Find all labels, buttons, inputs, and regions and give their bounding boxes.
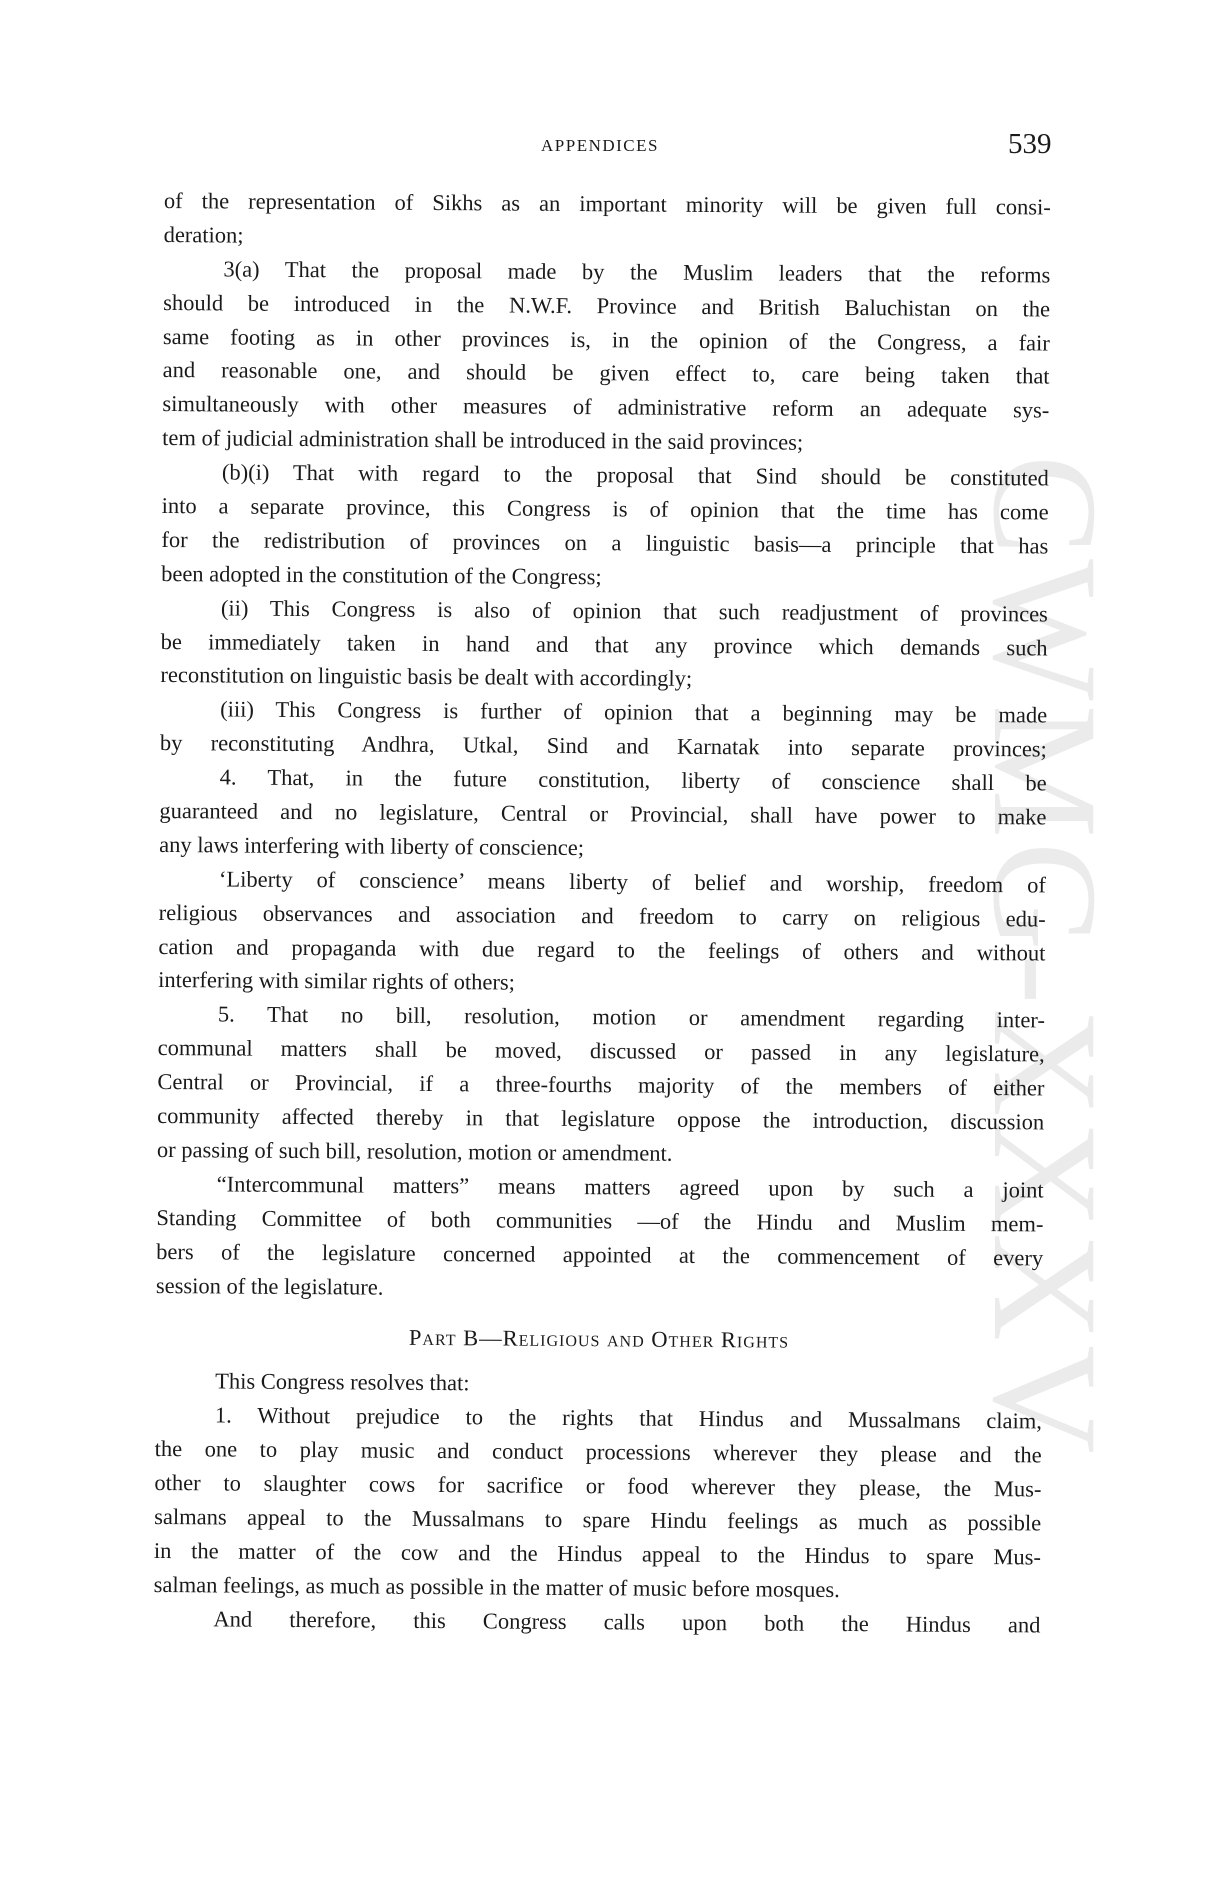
text-line: for the redistribution of provinces on a linguistic basis—a principle that has <box>161 526 1049 559</box>
text-line: same footing as in other provinces is, in the opinion of the Congress, a fair <box>162 323 1050 356</box>
text-line: by reconstituting Andhra, Utkal, Sind and Karnatak into separate provinces; <box>159 730 1047 762</box>
text-line: been adopted in the constitution of the Congress; <box>161 560 602 590</box>
text-line: Standing Committee of both communities —of the Hindu and Muslim mem- <box>156 1204 1044 1237</box>
watermark: CWMG-XXXV <box>962 455 1128 1458</box>
text-line: 4. That, in the future constitution, liberty of conscience shall be <box>219 764 1047 796</box>
section-part-a <box>156 184 1051 1309</box>
text-line: of the representation of Sikhs as an important minority will be given full consi- <box>163 187 1051 220</box>
text-line: communal matters shall be moved, discussed or passed in any legislature, <box>157 1035 1045 1067</box>
section-part-b <box>153 1364 1042 1642</box>
text-line: any laws interfering with liberty of conscience; <box>159 831 585 861</box>
text-line: ‘Liberty of conscience’ means liberty of belief and worship, freedom of <box>218 866 1046 898</box>
text-line: salmans appeal to the Mussalmans to spare Hindu feelings as much as possible <box>154 1503 1042 1536</box>
text-line: simultaneously with other measures of administrative reform an adequate sys- <box>162 391 1050 423</box>
text-line: and reasonable one, and should be given effect to, care being taken that <box>162 357 1050 389</box>
text-line: (iii) This Congress is further of opinion that a beginning may be made <box>220 696 1048 728</box>
text-line: “Intercommunal matters” means matters agreed upon by such a joint <box>216 1171 1044 1203</box>
page-body <box>153 184 1051 1642</box>
text-line: bers of the legislature concerned appointed at the commencement of every <box>156 1238 1044 1271</box>
text-line: (ii) This Congress is also of opinion that such readjustment of provinces <box>220 595 1048 627</box>
text-line: tem of judicial administration shall be introduced in the said provinces; <box>162 425 804 455</box>
text-line: (b)(i) That with regard to the proposal that Sind should be constituted <box>221 459 1049 491</box>
text-line: should be introduced in the N.W.F. Province and British Baluchistan on the <box>163 289 1051 322</box>
text-line: session of the legislature. <box>155 1272 384 1300</box>
text-line: 3(a) That the proposal made by the Muslim leaders that the reforms <box>223 256 1051 288</box>
text-line: 5. That no bill, resolution, motion or amendment regarding inter- <box>217 1001 1045 1033</box>
text-line: in the matter of the cow and the Hindus appeal to the Hindus to spare Mus- <box>153 1537 1042 1570</box>
text-line: or passing of such bill, resolution, motion or amendment. <box>156 1136 673 1166</box>
text-line: salman feelings, as much as possible in the matter of music before mosques. <box>153 1571 840 1602</box>
text-line: be immediately taken in hand and that any province which demands such <box>160 628 1048 661</box>
text-line: other to slaughter cows for sacrifice or food wherever they please, the Mus- <box>154 1469 1042 1502</box>
text-line: cation and propaganda with due regard to the feelings of others and without <box>158 933 1046 966</box>
text-line: religious observances and association and freedom to carry on religious edu- <box>158 899 1046 932</box>
text-line: interfering with similar rights of others; <box>158 967 516 996</box>
running-header: APPENDICES <box>541 136 659 155</box>
section-heading: Part B—Religious and Other Rights <box>408 1325 790 1354</box>
text-line: This Congress resolves that: <box>215 1368 470 1396</box>
text-line: Central or Provincial, if a three-fourths majority of the members of either <box>157 1069 1045 1101</box>
text-line: deration; <box>163 221 244 248</box>
text-line: guaranteed and no legislature, Central or Provincial, shall have power to make <box>159 798 1047 830</box>
text-line: the one to play music and conduct processions wherever they please and the <box>154 1436 1042 1468</box>
text-line: 1. Without prejudice to the rights that Hindus and Mussalmans claim, <box>214 1402 1043 1434</box>
page-number: 539 <box>1008 128 1052 160</box>
text-line: community affected thereby in that legislature oppose the introduction, discussion <box>157 1103 1045 1135</box>
text-line: into a separate province, this Congress is of opinion that the time has come <box>161 493 1049 525</box>
text-line: And therefore, this Congress calls upon both the Hindus and <box>213 1605 1041 1637</box>
text-line: reconstitution on linguistic basis be dealt with accordingly; <box>160 662 693 692</box>
